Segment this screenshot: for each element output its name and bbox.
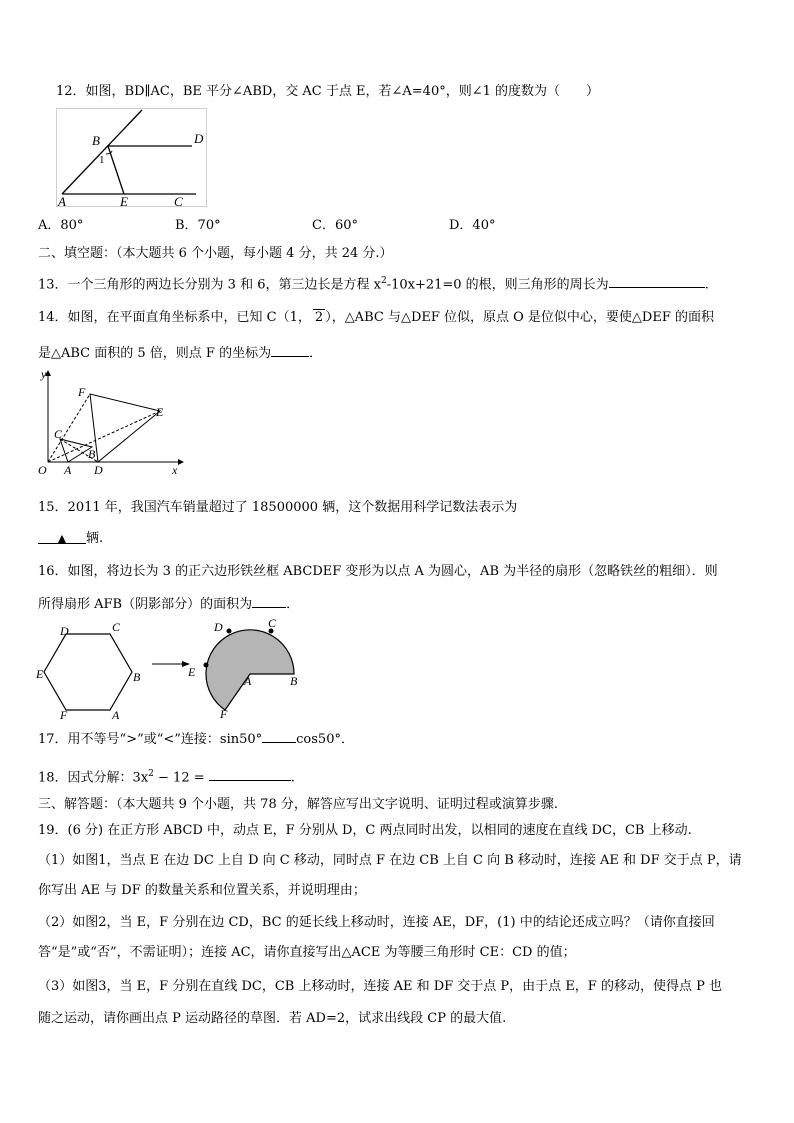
q12-label-B: B xyxy=(92,133,100,148)
q14-text-b: ），△ABC 与△DEF 位似，原点 O 是位似中心，要使△DEF 的面积 xyxy=(325,310,714,325)
q12-label-A: A xyxy=(58,194,66,209)
q16-line2: 所得扇形 AFB（阴影部分）的面积为 ． xyxy=(38,594,299,614)
sqrt-symbol: 2 xyxy=(314,310,324,325)
q12-options xyxy=(38,217,495,235)
q16-sector-F: F xyxy=(220,707,228,720)
q13-text-a: 13．一个三角形的两边长分别为 3 和 6，第三边长是方程 x xyxy=(38,277,381,293)
q14-answer-blank[interactable] xyxy=(271,343,309,357)
q14-line2: 是△ABC 面积的 5 倍，则点 F 的坐标为 ． xyxy=(38,343,322,363)
q12-option-d[interactable]: D．40° xyxy=(449,218,496,233)
q14-label-C: C xyxy=(54,427,63,441)
q16-answer-blank[interactable] xyxy=(252,594,286,608)
q12-label-1: 1 xyxy=(99,154,105,166)
q12-option-b[interactable]: B．70° xyxy=(175,218,221,233)
q19-part2-a: （2）如图2，当 E，F 分别在边 CD，BC 的延长线上移动时，连接 AE，DF，(1) 中的结论还成立吗？（请你直接回 xyxy=(38,915,715,930)
q17-answer-blank[interactable] xyxy=(262,729,296,743)
q15-answer-blank[interactable] xyxy=(38,530,86,544)
q14-label-D: D xyxy=(94,463,103,477)
q12-label-D: D xyxy=(194,131,204,146)
q14-line1 xyxy=(38,309,714,327)
q14-label-A: A xyxy=(64,463,72,477)
q19-part1-b: 你写出 AE 与 DF 的数量关系和位置关系，并说明理由； xyxy=(38,883,366,898)
q14-label-x: x xyxy=(172,463,178,477)
q12-figure xyxy=(56,108,210,210)
q14-label-y: y xyxy=(41,368,47,381)
q18-answer-blank[interactable] xyxy=(209,767,291,781)
triangle-marker-icon: ▲ xyxy=(57,532,67,545)
q16-sector-E: E xyxy=(188,665,196,679)
q14-label-E: E xyxy=(156,405,164,419)
q16-sector-A: A xyxy=(244,674,252,688)
q12-option-a[interactable]: A．80° xyxy=(38,218,84,233)
q14-label-O: O xyxy=(38,463,47,477)
q17: 17．用不等号“>”或“<”连接：sin50° cos50°． xyxy=(38,729,354,749)
q13-end: . xyxy=(704,277,709,293)
q12-option-c[interactable]: C．60° xyxy=(312,218,358,233)
q16-sector-B: B xyxy=(290,674,298,688)
q18: 18．因式分解：$3x^2 - 12$ = . xyxy=(38,769,295,786)
q16-hex-F: F xyxy=(60,708,68,720)
q19-part3-a: （3）如图3，当 E，F 分别在直线 DC，CB 上移动时，连接 AE 和 DF 交于点 P，由于点 E，F 的移动，使得点 P 也 xyxy=(38,979,722,994)
q13-text-b: -10x+21=0 的根，则三角形的周长为 xyxy=(386,277,609,293)
q14-label-B: B xyxy=(88,447,96,461)
q12-label-C: C xyxy=(174,194,183,209)
q15-line1: 15．2011 年，我国汽车销量超过了 18500000 辆，这个数据用科学记数法表示为 xyxy=(38,500,518,515)
q13-answer-blank[interactable] xyxy=(609,274,705,288)
q15-line2: ▲ 辆. xyxy=(38,530,103,548)
q19-part3-b: 随之运动，请你画出点 P 运动路径的草图．若 AD=2，试求出线段 CP 的最大值. xyxy=(38,1011,507,1026)
q16-hex-D: D xyxy=(60,624,69,638)
section-2-heading: 二、填空题：（本大题共 6 个小题，每小题 4 分，共 24 分.） xyxy=(38,246,393,261)
q12-label-E: E xyxy=(120,194,128,209)
q13-sup: 2 xyxy=(380,276,387,286)
q16-hex-E: E xyxy=(36,667,44,681)
q16-hex-C: C xyxy=(112,620,121,634)
q19-line1: 19．(6 分) 在正方形 ABCD 中，动点 E，F 分别从 D，C 两点同时出发，以相同的速度在直线 DC，CB 上移动. xyxy=(38,823,692,838)
q14-text-a: 14．如图，在平面直角坐标系中，已知 C（1， xyxy=(38,310,311,325)
q14-figure xyxy=(36,368,186,480)
q16-hex-B: B xyxy=(133,670,141,684)
q19-part2-b: 答“是”或“否”，不需证明）；连接 AC，请你直接写出△ACE 为等腰三角形时 CE：CD 的值； xyxy=(38,945,576,960)
section-3-heading: 三、解答题：（本大题共 9 个小题，共 78 分，解答应写出文字说明、证明过程或演算步骤. xyxy=(38,797,558,812)
q14-label-F: F xyxy=(78,385,86,399)
q13 xyxy=(38,272,709,294)
q16-line1: 16．如图，将边长为 3 的正六边形铁丝框 ABCDEF 变形为以点 A 为圆心，AB 为半径的扇形（忽略铁丝的粗细）．则 xyxy=(38,564,718,579)
q16-sector-C: C xyxy=(268,618,277,630)
q12-text: 12．如图，BD∥AC，BE 平分∠ABD，交 AC 于点 E，若∠A=40°，则∠1 的度数为（ ） xyxy=(56,84,600,99)
q16-hex-A: A xyxy=(112,708,120,720)
q16-sector-D: D xyxy=(214,620,223,634)
q19-part1-a: （1）如图1，当点 E 在边 DC 上自 D 向 C 移动，同时点 F 在边 CB 上自 C 向 B 移动时，连接 AE 和 DF 交于点 P，请 xyxy=(38,853,742,868)
q16-figure xyxy=(36,618,304,720)
